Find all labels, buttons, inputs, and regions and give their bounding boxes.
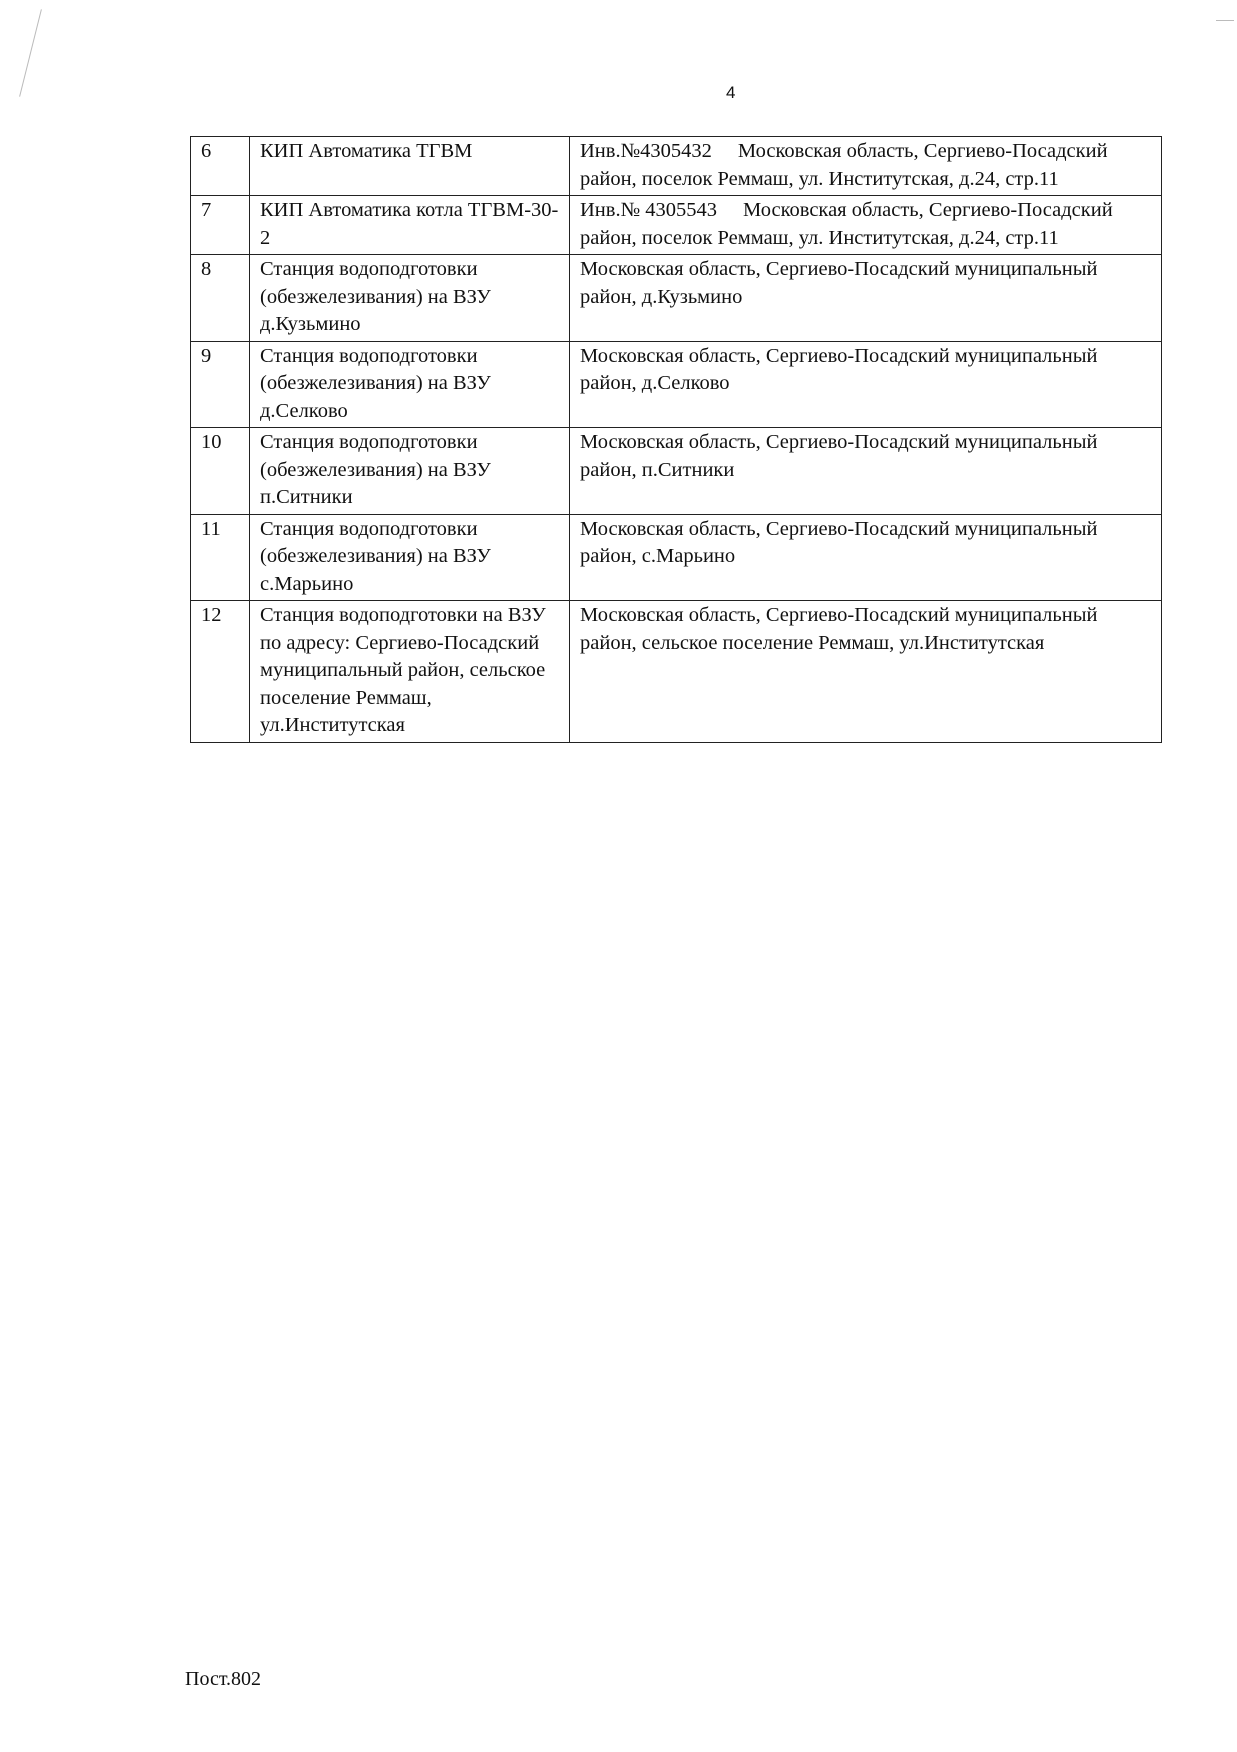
object-address-cell bbox=[570, 137, 1162, 196]
object-address: Московская область, Сергиево-Посадский муниципальный район, сельское поселение Реммаш, ул.Институтская bbox=[570, 601, 1162, 743]
table-row bbox=[191, 137, 1162, 196]
table-row bbox=[191, 601, 1162, 743]
object-address-cell bbox=[570, 196, 1162, 255]
object-name: Станция водоподготовки (обезжелезивания) на ВЗУ с.Марьино bbox=[250, 514, 570, 601]
scan-artifact-top-right bbox=[1216, 20, 1234, 21]
row-number: 8 bbox=[191, 255, 250, 342]
table-row bbox=[191, 428, 1162, 515]
table-row bbox=[191, 341, 1162, 428]
object-address: Московская область, Сергиево-Посадский муниципальный район, д.Кузьмино bbox=[570, 255, 1162, 342]
object-address: Московская область, Сергиево-Посадский муниципальный район, п.Ситники bbox=[570, 428, 1162, 515]
inventory-number: Инв.№ 4305543 bbox=[580, 199, 718, 221]
document-reference: Пост.802 bbox=[185, 1668, 262, 1690]
object-address: Московская область, Сергиево-Посадский район, поселок Реммаш, ул. Институтская, д.24, стр.11 bbox=[580, 199, 1113, 249]
object-name: Станция водоподготовки (обезжелезивания) на ВЗУ д.Селково bbox=[250, 341, 570, 428]
object-name: Станция водоподготовки (обезжелезивания) на ВЗУ п.Ситники bbox=[250, 428, 570, 515]
row-number: 7 bbox=[191, 196, 250, 255]
table-row bbox=[191, 514, 1162, 601]
table-row bbox=[191, 196, 1162, 255]
object-name: КИП Автоматика ТГВМ bbox=[250, 137, 570, 196]
row-number: 10 bbox=[191, 428, 250, 515]
object-address: Московская область, Сергиево-Посадский район, поселок Реммаш, ул. Институтская, д.24, стр.11 bbox=[580, 140, 1108, 190]
row-number: 6 bbox=[191, 137, 250, 196]
object-address: Московская область, Сергиево-Посадский муниципальный район, с.Марьино bbox=[570, 514, 1162, 601]
object-address: Московская область, Сергиево-Посадский муниципальный район, д.Селково bbox=[570, 341, 1162, 428]
object-name: Станция водоподготовки (обезжелезивания) на ВЗУ д.Кузьмино bbox=[250, 255, 570, 342]
page-number: 4 bbox=[726, 83, 736, 102]
row-number: 9 bbox=[191, 341, 250, 428]
object-name: КИП Автоматика котла ТГВМ-30-2 bbox=[250, 196, 570, 255]
table-row bbox=[191, 255, 1162, 342]
row-number: 12 bbox=[191, 601, 250, 743]
row-number: 11 bbox=[191, 514, 250, 601]
property-table bbox=[190, 136, 1162, 743]
object-name: Станция водоподготовки на ВЗУ по адресу: Сергиево-Посадский муниципальный район, сельское поселение Реммаш, ул.Институтская bbox=[250, 601, 570, 743]
scan-artifact-top-left bbox=[19, 9, 42, 97]
inventory-number: Инв.№4305432 bbox=[580, 140, 712, 162]
